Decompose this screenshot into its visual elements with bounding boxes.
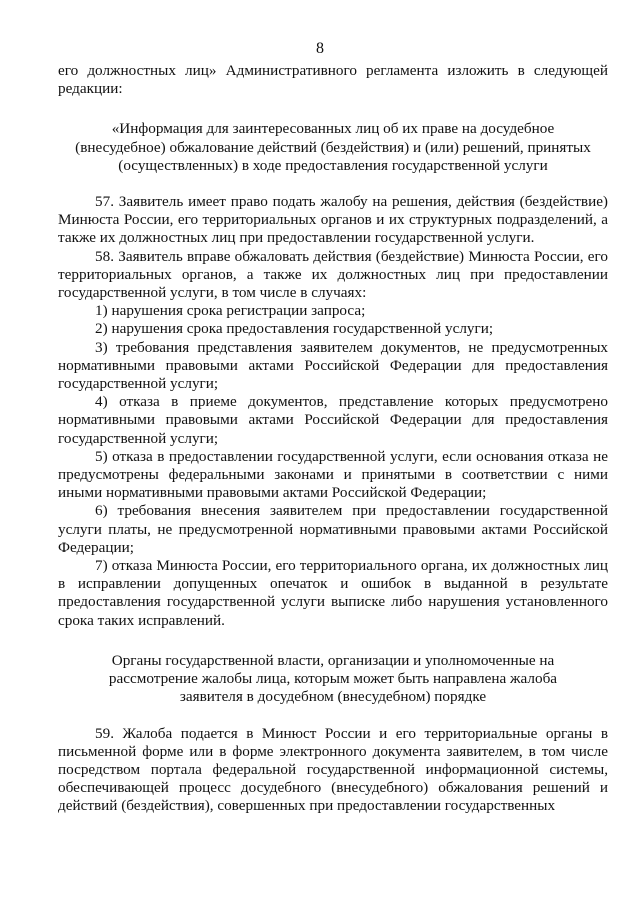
list-item-6: 6) требования внесения заявителем при предоставлении государственной услуги платы, не предусмотренной нормативными правовыми актами Российской Федерации; [58,502,608,556]
list-item-1: 1) нарушения срока регистрации запроса; [95,302,366,320]
paragraph-58: 58. Заявитель вправе обжаловать действия (бездействие) Минюста России, его территориальных органов, а также их должностных лиц при предоставлении государственной услуги, в том числе в случаях: [58,247,608,302]
document-body [58,62,608,816]
list-item-3: 3) требования представления заявителем документов, не предусмотренных нормативными правовыми актами Российской Федерации для предоставления государственной услуги; [58,338,608,393]
lead-paragraph: его должностных лиц» Административного регламента изложить в следующей редакции: [58,62,608,98]
paragraph-59: 59. Жалоба подается в Минюст России и его территориальные органы в письменной форме или в форме электронного документа заявителем, в том числе посредством портала федеральной государственной информационной системы, обеспечивающей процесс досудебного (внесудебного) обжалования решений и действий (бездействия), совершенных при предоставлении государственных [58,724,608,815]
section-heading-appeal-rights: «Информация для заинтересованных лиц об их праве на досудебное (внесудебное) обжалование действий (бездействия) и (или) решений, принятых (осуществленных) в ходе предоставления государственной услуги [75,120,591,174]
section-heading-complaint-bodies: Органы государственной власти, организации и уполномоченные на рассмотрение жалобы лица, которым может быть направлена жалоба заявителя в досудебном (внесудебном) порядке [108,651,558,706]
list-item-4: 4) отказа в приеме документов, представление которых предусмотрено нормативными правовыми актами Российской Федерации для предоставления государственной услуги; [58,393,608,447]
list-item-2: 2) нарушения срока предоставления государственной услуги; [95,320,494,338]
paragraph-57: 57. Заявитель имеет право подать жалобу на решения, действия (бездействие) Минюста России, его территориальных органов и их структурных подразделений, а также их должностных лиц при предоставлении государственной услуги. [58,193,608,247]
page-number: 8 [316,40,324,57]
list-item-5: 5) отказа в предоставлении государственной услуги, если основания отказа не предусмотрены федеральными законами и принятыми в соответствии с ними иными нормативными правовыми актами Российской Федерации; [58,447,608,502]
list-item-7: 7) отказа Минюста России, его территориального органа, их должностных лиц в исправлении допущенных опечаток и ошибок в выданной в результате предоставления государственной услуги выписке либо нарушения установленного срока таких исправлений. [58,557,608,629]
